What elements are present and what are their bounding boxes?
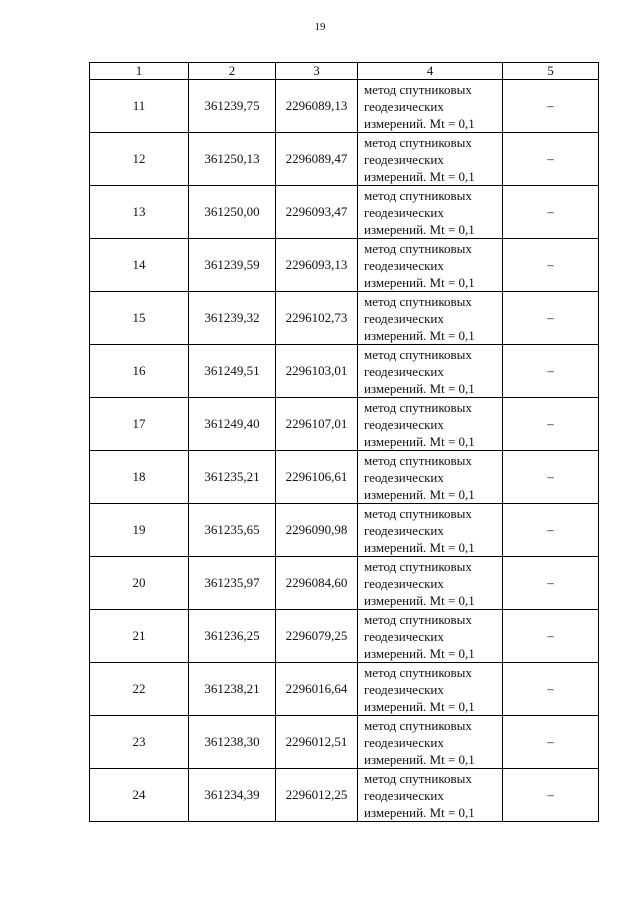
column-header-5: 5	[503, 63, 599, 80]
coordinates-table	[89, 62, 599, 822]
point-number-cell: 17	[90, 398, 189, 451]
y-coordinate-cell: 2296089,13	[276, 80, 358, 133]
note-cell: –	[503, 345, 599, 398]
x-coordinate-cell: 361238,21	[189, 663, 276, 716]
method-cell: метод спутниковых геодезических измерений. Mt = 0,1	[358, 610, 503, 663]
point-number-cell: 16	[90, 345, 189, 398]
point-number-cell: 13	[90, 186, 189, 239]
x-coordinate-cell: 361249,40	[189, 398, 276, 451]
column-header-2: 2	[189, 63, 276, 80]
x-coordinate-cell: 361250,00	[189, 186, 276, 239]
table-header-row	[90, 63, 599, 80]
y-coordinate-cell: 2296106,61	[276, 451, 358, 504]
note-cell: –	[503, 610, 599, 663]
method-cell: метод спутниковых геодезических измерений. Mt = 0,1	[358, 769, 503, 822]
x-coordinate-cell: 361250,13	[189, 133, 276, 186]
table-row	[90, 398, 599, 451]
table-row	[90, 451, 599, 504]
method-cell: метод спутниковых геодезических измерений. Mt = 0,1	[358, 292, 503, 345]
table-row	[90, 292, 599, 345]
table-row	[90, 769, 599, 822]
y-coordinate-cell: 2296079,25	[276, 610, 358, 663]
column-header-3: 3	[276, 63, 358, 80]
point-number-cell: 15	[90, 292, 189, 345]
note-cell: –	[503, 398, 599, 451]
x-coordinate-cell: 361239,75	[189, 80, 276, 133]
note-cell: –	[503, 769, 599, 822]
x-coordinate-cell: 361235,97	[189, 557, 276, 610]
column-header-1: 1	[90, 63, 189, 80]
column-header-4: 4	[358, 63, 503, 80]
x-coordinate-cell: 361238,30	[189, 716, 276, 769]
note-cell: –	[503, 80, 599, 133]
point-number-cell: 23	[90, 716, 189, 769]
method-cell: метод спутниковых геодезических измерений. Mt = 0,1	[358, 345, 503, 398]
point-number-cell: 14	[90, 239, 189, 292]
table-row	[90, 557, 599, 610]
y-coordinate-cell: 2296084,60	[276, 557, 358, 610]
point-number-cell: 21	[90, 610, 189, 663]
method-cell: метод спутниковых геодезических измерений. Mt = 0,1	[358, 398, 503, 451]
note-cell: –	[503, 716, 599, 769]
x-coordinate-cell: 361235,21	[189, 451, 276, 504]
point-number-cell: 22	[90, 663, 189, 716]
table-row	[90, 716, 599, 769]
point-number-cell: 19	[90, 504, 189, 557]
x-coordinate-cell: 361234,39	[189, 769, 276, 822]
method-cell: метод спутниковых геодезических измерений. Mt = 0,1	[358, 504, 503, 557]
y-coordinate-cell: 2296012,25	[276, 769, 358, 822]
note-cell: –	[503, 239, 599, 292]
table-row	[90, 80, 599, 133]
y-coordinate-cell: 2296090,98	[276, 504, 358, 557]
table-row	[90, 345, 599, 398]
note-cell: –	[503, 663, 599, 716]
point-number-cell: 20	[90, 557, 189, 610]
x-coordinate-cell: 361236,25	[189, 610, 276, 663]
method-cell: метод спутниковых геодезических измерений. Mt = 0,1	[358, 451, 503, 504]
method-cell: метод спутниковых геодезических измерений. Mt = 0,1	[358, 80, 503, 133]
x-coordinate-cell: 361239,32	[189, 292, 276, 345]
point-number-cell: 18	[90, 451, 189, 504]
table-row	[90, 504, 599, 557]
point-number-cell: 24	[90, 769, 189, 822]
table-row	[90, 133, 599, 186]
y-coordinate-cell: 2296012,51	[276, 716, 358, 769]
method-cell: метод спутниковых геодезических измерений. Mt = 0,1	[358, 186, 503, 239]
note-cell: –	[503, 504, 599, 557]
table-row	[90, 186, 599, 239]
point-number-cell: 11	[90, 80, 189, 133]
y-coordinate-cell: 2296093,47	[276, 186, 358, 239]
y-coordinate-cell: 2296103,01	[276, 345, 358, 398]
note-cell: –	[503, 133, 599, 186]
note-cell: –	[503, 451, 599, 504]
point-number-cell: 12	[90, 133, 189, 186]
method-cell: метод спутниковых геодезических измерений. Mt = 0,1	[358, 663, 503, 716]
note-cell: –	[503, 292, 599, 345]
table-row	[90, 239, 599, 292]
table-body	[90, 80, 599, 822]
method-cell: метод спутниковых геодезических измерений. Mt = 0,1	[358, 239, 503, 292]
x-coordinate-cell: 361249,51	[189, 345, 276, 398]
note-cell: –	[503, 557, 599, 610]
note-cell: –	[503, 186, 599, 239]
x-coordinate-cell: 361239,59	[189, 239, 276, 292]
table-row	[90, 610, 599, 663]
y-coordinate-cell: 2296107,01	[276, 398, 358, 451]
method-cell: метод спутниковых геодезических измерений. Mt = 0,1	[358, 133, 503, 186]
y-coordinate-cell: 2296102,73	[276, 292, 358, 345]
y-coordinate-cell: 2296016,64	[276, 663, 358, 716]
page-number: 19	[314, 21, 326, 33]
method-cell: метод спутниковых геодезических измерений. Mt = 0,1	[358, 557, 503, 610]
y-coordinate-cell: 2296089,47	[276, 133, 358, 186]
y-coordinate-cell: 2296093,13	[276, 239, 358, 292]
x-coordinate-cell: 361235,65	[189, 504, 276, 557]
method-cell: метод спутниковых геодезических измерений. Mt = 0,1	[358, 716, 503, 769]
table-row	[90, 663, 599, 716]
